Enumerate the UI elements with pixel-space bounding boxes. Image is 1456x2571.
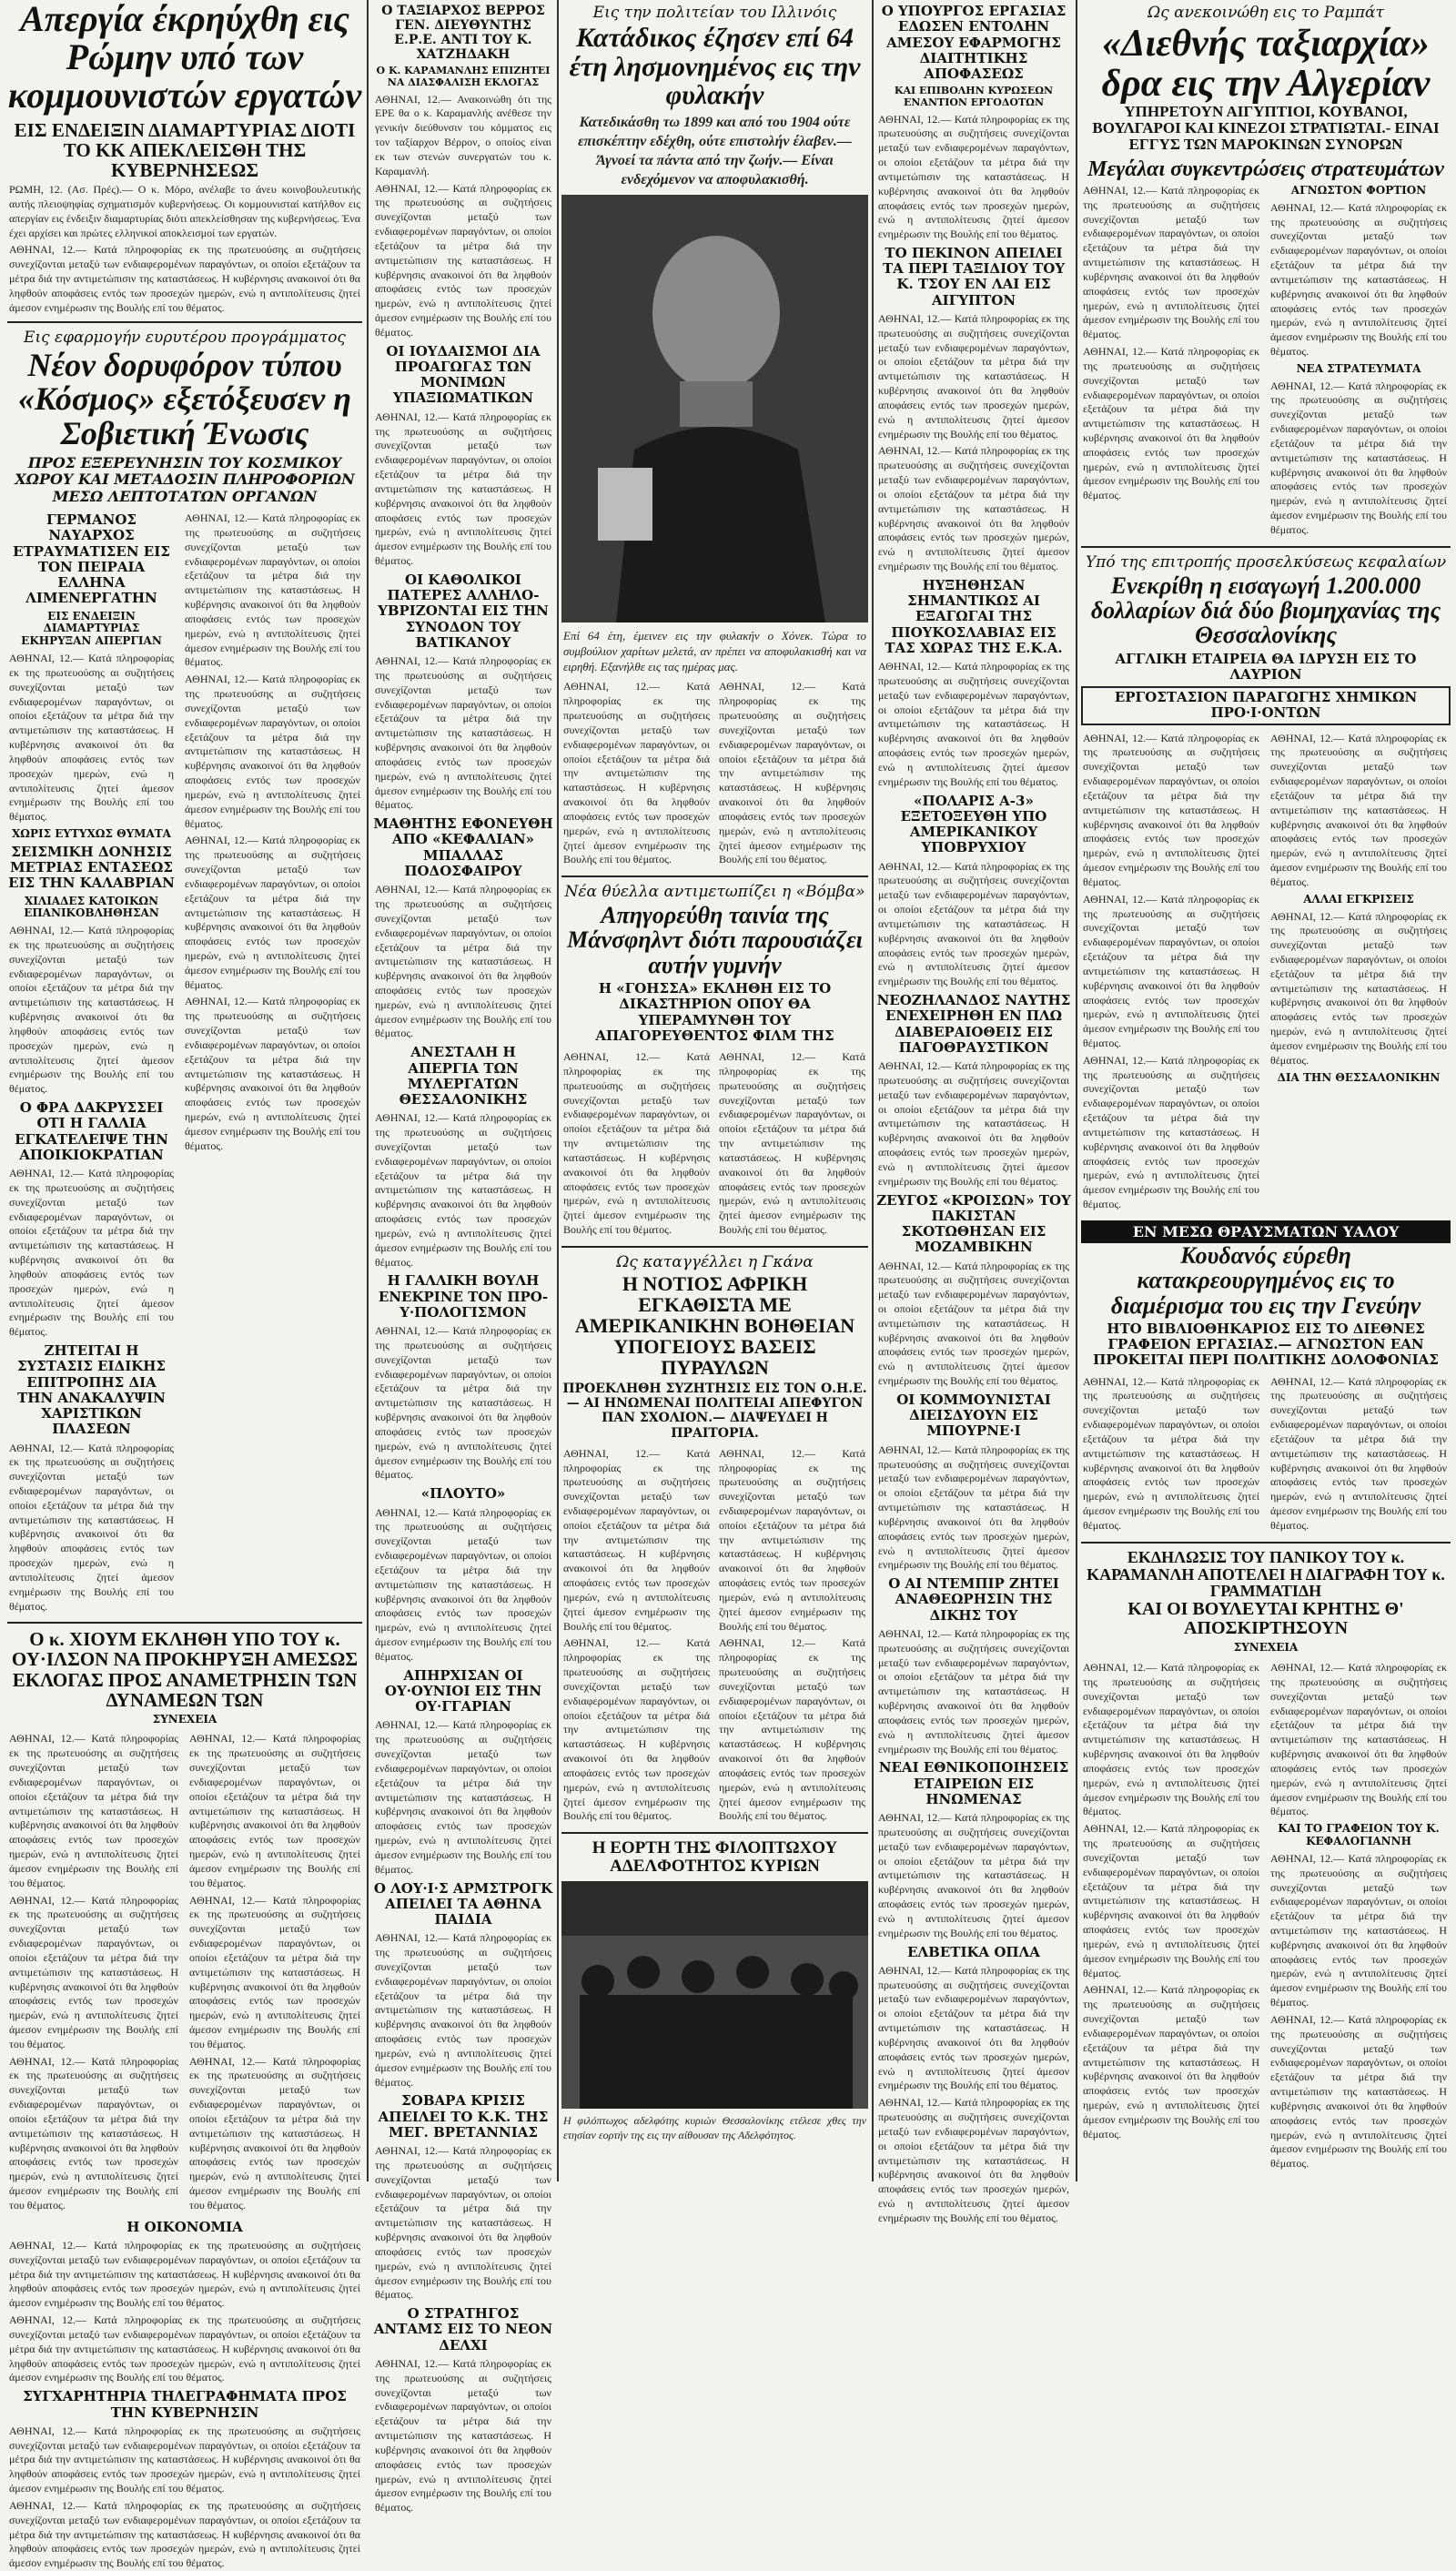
cargo-headline: ΑΓΝΩΣΤΟΝ ΦΟΡΤΙΟΝ <box>1290 183 1427 197</box>
panic-continued: ΣΥΝΕΧΕΙΑ <box>1233 1641 1299 1655</box>
rome-strike-subhead: ΕΙΣ ΕΝΔΕΙΞΙΝ ΔΙΑΜΑΡΤΥΡΙΑΣ ΔΙΟΤΙ ΤΟ ΚΚ ΑΠΕΚΛΕΙΣΘΗ ΤΗΣ ΚΥΒΕΡΝΗΣΕΩΣ <box>14 119 356 182</box>
prisoner-caption: Επί 64 έτη, έμεινεν εις την φυλακήν ο Χόνεκ. Τώρα το συμβούλιον χαρίτων μελετά, αν πρέπει να αποφυλακισθή και να ειρηθή. Εξανήλθε εις τας ημέρας μας. <box>563 628 866 674</box>
column-3: Εις την πολιτείαν του Ιλλινόις Κατάδικος έζησεν επί 64 έτη λησμονημένος εις την φυλακήν Κατεδικάσθη τω 1899 και από του 1904 ούτε επισκέπτην εδέχθη, ούτε επιστολήν έλαβεν.— Άγνοεί τα πάντα από την ζωήν.— Είναι ενδεχόμενον να αποφυλακισθή. Επί 64 έτη, έμεινεν εις την φυλακήν ο Χόνεκ. Τώρα το συμβούλιον χαρίτων μελετά, αν πρέπει να αποφυλακισθή και να ειρηθή. Εξανήλθε εις τας ημέρας μας. ΑΘΗΝΑΙ, 12.— Κατά πληροφορίας εκ της πρωτευούσης αι συζητήσεις συνεχίζονται μεταξύ των ενδιαφερομένων παραγόντων, οι οποίοι εξετάζουν τα μέτρα διά την αντιμετώπισιν της καταστάσεως. Η κυβέρνησις ανακοινοί ότι θα ληφθούν αποφάσεις εντός των προσεχών ημερών, ενώ η αντιπολίτευσις ζητεί άμεσον ενημέρωσιν της Βουλής επί του θέματος. ΑΘΗΝΑΙ, 12.— Κατά πληροφορίας εκ της πρωτευούσης αι συζητήσεις συνεχίζονται μεταξύ των ενδιαφερομένων παραγόντων, οι οποίοι εξετάζουν τα μέτρα διά την αντιμετώπισιν της καταστάσεως. Η κυβέρνησις ανακοινοί ότι θα ληφθούν αποφάσεις εντός των προσεχών ημερών, ενώ η αντιπολίτευσις ζητεί άμεσον ενημέρωσιν της Βουλής επί του θέματος. Νέα θύελλα αντιμετωπίζει η «Βόμβα» Απηγορεύθη ταινία της Μάνσφηλντ διότι παρουσιάζει αυτήν γυμνήν Η «ΓΟΗΣΣΑ» ΕΚΛΗΘΗ ΕΙΣ ΤΟ ΔΙΚΑΣΤΗΡΙΟΝ ΟΠΟΥ ΘΑ ΥΠΕΡΑΜΥΝΘΗ ΤΟΥ ΑΠΑΓΟΡΕΥΘΕΝΤΟΣ ΦΙΛΜ ΤΗΣ ΑΘΗΝΑΙ, 12.— Κατά πληροφορίας εκ της πρωτευούσης αι συζητήσεις συνεχίζονται μεταξύ των ενδιαφερομένων παραγόντων, οι οποίοι εξετάζουν τα μέτρα διά την αντιμετώπισιν της καταστάσεως. Η κυβέρνησις ανακοινοί ότι θα ληφθούν αποφάσεις εντός των προσεχών ημερών, ενώ η αντιπολίτευσις ζητεί άμεσον ενημέρωσιν της Βουλής επί του θέματος. ΑΘΗΝΑΙ, 12.— Κατά πληροφορίας εκ της πρωτευούσης αι συζητήσεις συνεχίζονται μεταξύ των ενδιαφερομένων παραγόντων, οι οποίοι εξετάζουν τα μέτρα διά την αντιμετώπισιν της καταστάσεως. Η κυβέρνησις ανακοινοί ότι θα ληφθούν αποφάσεις εντός των προσεχών ημερών, ενώ η αντιπολίτευσις ζητεί άμεσον ενημέρωσιν της Βουλής επί του θέματος. Ως καταγγέλλει η Γκάνα Η ΝΟΤΙΟΣ ΑΦΡΙΚΗ ΕΓΚΑΘΙΣΤΑ ΜΕ ΑΜΕΡΙΚΑΝΙΚΗΝ ΒΟΗΘΕΙΑΝ ΥΠΟΓΕΙΟΥΣ ΒΑΣΕΙΣ ΠΥΡΑΥΛΩΝ ΠΡΟΕΚΛΗΘΗ ΣΥΖΗΤΗΣΙΣ ΕΙΣ ΤΟΝ Ο.Η.Ε.— ΑΙ ΗΝΩΜΕΝΑΙ ΠΟΛΙΤΕΙΑΙ ΑΠΕΦΥΓΟΝ ΠΑΝ ΣΧΟΛΙΟΝ.— ΔΙΑΨΕΥΔΕΙ Η ΠΡΑΙΤΟΡΙΑ. ΑΘΗΝΑΙ, 12.— Κατά πληροφορίας εκ της πρωτευούσης αι συζητήσεις συνεχίζονται μεταξύ των ενδιαφερομένων παραγόντων, οι οποίοι εξετάζουν τα μέτρα διά την αντιμετώπισιν της καταστάσεως. Η κυβέρνησις ανακοινοί ότι θα ληφθούν αποφάσεις εντός των προσεχών ημερών, ενώ η αντιπολίτευσις ζητεί άμεσον ενημέρωσιν της Βουλής επί του θέματος. ΑΘΗΝΑΙ, 12.— Κατά πληροφορίας εκ της πρωτευούσης αι συζητήσεις συνεχίζονται μεταξύ των ενδιαφερομένων παραγόντων, οι οποίοι εξετάζουν τα μέτρα διά την αντιμετώπισιν της καταστάσεως. Η κυβέρνησις ανακοινοί ότι θα ληφθούν αποφάσεις εντός των προσεχών ημερών, ενώ η αντιπολίτευσις ζητεί άμεσον ενημέρωσιν της Βουλής επί του θέματος. ΑΘΗΝΑΙ, 12.— Κατά πληροφορίας εκ της πρωτευούσης αι συζητήσεις συνεχίζονται μεταξύ των ενδιαφερομένων παραγόντων, οι οποίοι εξετάζουν τα μέτρα διά την αντιμετώπισιν της καταστάσεως. Η κυβέρνησις ανακοινοί ότι θα ληφθούν αποφάσεις εντός των προσεχών ημερών, ενώ η αντιπολίτευσις ζητεί άμεσον ενημέρωσιν της Βουλής επί του θέματος. ΑΘΗΝΑΙ, 12.— Κατά πληροφορίας εκ της πρωτευούσης αι συζητήσεις συνεχίζονται μεταξύ των ενδιαφερομένων παραγόντων, οι οποίοι εξετάζουν τα μέτρα διά την αντιμετώπισιν της καταστάσεως. Η κυβέρνησις ανακοινοί ότι θα ληφθούν αποφάσεις εντός των προσεχών ημερών, ενώ η αντιπολίτευσις ζητεί άμεσον ενημέρωσιν της Βουλής επί του θέματος. Η ΕΟΡΤΗ ΤΗΣ ΦΙΛΟΠΤΩΧΟΥ ΑΔΕΛΦΟΤΗΤΟΣ ΚΥΡΙΩΝ Η φιλόπτωχος αδελφότης κυριών Θεσσαλονίκης ετέλεσε χθες την ετησίαν εορτήν της εις την αίθουσαν της Αδελφότητος. <box>562 4 867 2141</box>
mansfield-kicker: Νέα θύελλα αντιμετωπίζει η «Βόμβα» <box>564 883 865 902</box>
mansfield-headline: Απηγορεύθη ταινία της Μάνσφηλντ διότι παρουσιάζει αυτήν γυμνήν <box>567 902 863 978</box>
verros-subhead: Ο Κ. ΚΑΡΑΜΑΝΛΗΣ ΕΠΙΖΗΤΕΙ ΝΑ ΔΙΑΣΦΑΛΙΣΗ ΕΚΛΟΓΑΣ <box>376 65 551 89</box>
other-approvals-headline: ΑΛΛΑΙ ΕΓΚΡΙΣΕΙΣ <box>1303 892 1414 906</box>
swiss-arms-headline: ΕΛΒΕΤΙΚΑ ΟΠΛΑ <box>907 1943 1040 1960</box>
hume-headline: Ο κ. ΧΙΟΥΜ ΕΚΛΗΘΗ ΥΠΟ ΤΟΥ κ. ΟΥ·ΙΛΣΟΝ ΝΑ ΠΡΟΚΗΡΥΞΗ ΑΜΕΣΩΣ ΕΚΛΟΓΑΣ ΠΡΟΣ ΑΝΑΜΕΤΡΗΣΙΝ ΤΩΝ ΔΥΝΑΜΕΩΝ ΤΩΝ <box>11 1628 359 1711</box>
filler-text: ΑΘΗΝΑΙ, 12.— Κατά πληροφορίας εκ της πρωτευούσης αι συζητήσεις συνεχίζονται μεταξύ των ενδιαφερομένων παραγόντων, οι οποίοι εξετάζουν τα μέτρα διά την αντιμετώπισιν της καταστάσεως. Η κυβέρνησις ανακοινοί ότι θα ληφθούν αποφάσεις εντός των προσεχών ημερών, ενώ η αντιπολίτευσις ζητεί άμεσον ενημέρωσιν της Βουλής επί του θέματος. <box>9 243 360 314</box>
geneva-subhead: ΗΤΟ ΒΙΒΛΙΟΘΗΚΑΡΙΟΣ ΕΙΣ ΤΟ ΔΙΕΘΝΕΣ ΓΡΑΦΕΙΟΝ ΕΡΓΑΣΙΑΣ.— ΑΓΝΩΣΤΟΝ ΕΑΝ ΠΡΟΚΕΙΤΑΙ ΠΕΡΙ ΠΟΛΙΤΙΚΗΣ ΔΟΛΟΦΟΝΙΑΣ <box>1093 1320 1439 1369</box>
hume-continued: ΣΥΝΕΧΕΙΑ <box>152 1712 217 1726</box>
sa-kicker: Ως καταγγέλλει η Γκάνα <box>616 1252 814 1271</box>
german-admiral-subhead: ΕΙΣ ΕΝΔΕΙΞΙΝ ΔΙΑΜΑΡΤΥΡΙΑΣ ΕΚΗΡΥΞΑΝ ΑΠΕΡΓΙΑΝ <box>21 609 162 648</box>
labor-minister-subhead: ΚΑΙ ΕΠΙΒΟΛΗΝ ΚΥΡΩΣΕΩΝ ΕΝΑΝΤΙΟΝ ΕΡΓΟΔΟΤΩΝ <box>894 85 1054 108</box>
brigade-headline: «Διεθνής ταξιαρχία» δρα εις την Αλγερίαν <box>1101 23 1431 106</box>
german-admiral-headline: ΓΕΡΜΑΝΟΣ ΝΑΥΑΡΧΟΣ ΕΤΡΑΥΜΑΤΙΣΕΝ ΕΙΣ ΤΟΝ ΠΕΙΡΑΙΑ ΕΛΛΗΝΑ ΛΙΜΕΝΕΡΓΑΤΗΝ <box>13 511 170 607</box>
brigade-subhead: ΥΠΗΡΕΤΟΥΝ ΑΙΓΥΠΤΙΟΙ, ΚΟΥΒΑΝΟΙ, ΒΟΥΛΓΑΡΟΙ ΚΑΙ ΚΙΝΕΖΟΙ ΣΤΡΑΤΙΩΤΑΙ.- ΕΙΝΑΙ ΕΓΓΥΣ ΤΩΝ ΜΑΡΟΚΙΝΩΝ ΣΥΝΟΡΩΝ <box>1092 103 1440 153</box>
crisis-headline: ΣΟΒΑΡΑ ΚΡΙΣΙΣ ΑΠΕΙΛΕΙ ΤΟ Κ.Κ. ΤΗΣ ΜΕΓ. ΒΡΕΤΑΝΝΙΑΣ <box>378 2092 549 2141</box>
student-headline: ΜΑΘΗΤΗΣ ΕΦΟΝΕΥΘΗ ΑΠΟ «ΚΕΦΑΛΙΑΝ» ΜΠΑΛΛΑΣ ΠΟΔΟΣΦΑΙΡΟΥ <box>373 815 553 879</box>
capital-headline: Ενεκρίθη η εισαγωγή 1.200.000 δολλαρίων διά δύο βιομηχανίας της Θεσσαλονίκης <box>1090 572 1441 649</box>
new-troops-headline: ΝΕΑ ΣΤΡΑΤΕΥΜΑΤΑ <box>1296 361 1421 375</box>
hungary-headline: ΑΠΗΡΧΙΣΑΝ ΟΙ ΟΥ·ΟΥΝΙΟΙ ΕΙΣ ΤΗΝ ΟΥ·ΓΓΑΡΙΑΝ <box>384 1666 542 1716</box>
frantz-headline: Ο ΦΡΑ ΔΑΚΡΥΣΣΕΙ ΟΤΙ Η ΓΑΛΛΙΑ ΕΓΚΑΤΕΛΕΙΨΕ ΤΗΝ ΑΠΟΙΚΙΟΚΡΑΤΙΑΝ <box>15 1099 168 1163</box>
column-4: Ο ΥΠΟΥΡΓΟΣ ΕΡΓΑΣΙΑΣ ΕΔΩΣΕΝ ΕΝΤΟΛΗΝ ΑΜΕΣΟΥ ΕΦΑΡΜΟΓΗΣ ΔΙΑΙΤΗΤΙΚΗΣ ΑΠΟΦΑΣΕΩΣ ΚΑΙ ΕΠΙΒΟΛΗΝ ΚΥΡΩΣΕΩΝ ΕΝΑΝΤΙΟΝ ΕΡΓΟΔΟΤΩΝ ΑΘΗΝΑΙ, 12.— Κατά πληροφορίας εκ της πρωτευούσης αι συζητήσεις συνεχίζονται μεταξύ των ενδιαφερομένων παραγόντων, οι οποίοι εξετάζουν τα μέτρα διά την αντιμετώπισιν της καταστάσεως. Η κυβέρνησις ανακοινοί ότι θα ληφθούν αποφάσεις εντός των προσεχών ημερών, ενώ η αντιπολίτευσις ζητεί άμεσον ενημέρωσιν της Βουλής επί του θέματος. ΤΟ ΠΕΚΙΝΟΝ ΑΠΕΙΛΕΙ ΤΑ ΠΕΡΙ ΤΑΞΙΔΙΟΥ ΤΟΥ Κ. ΤΣΟΥ ΕΝ ΛΑΙ ΕΙΣ ΑΙΓΥΠΤΟΝ ΑΘΗΝΑΙ, 12.— Κατά πληροφορίας εκ της πρωτευούσης αι συζητήσεις συνεχίζονται μεταξύ των ενδιαφερομένων παραγόντων, οι οποίοι εξετάζουν τα μέτρα διά την αντιμετώπισιν της καταστάσεως. Η κυβέρνησις ανακοινοί ότι θα ληφθούν αποφάσεις εντός των προσεχών ημερών, ενώ η αντιπολίτευσις ζητεί άμεσον ενημέρωσιν της Βουλής επί του θέματος. ΑΘΗΝΑΙ, 12.— Κατά πληροφορίας εκ της πρωτευούσης αι συζητήσεις συνεχίζονται μεταξύ των ενδιαφερομένων παραγόντων, οι οποίοι εξετάζουν τα μέτρα διά την αντιμετώπισιν της καταστάσεως. Η κυβέρνησις ανακοινοί ότι θα ληφθούν αποφάσεις εντός των προσεχών ημερών, ενώ η αντιπολίτευσις ζητεί άμεσον ενημέρωσιν της Βουλής επί του θέματος. ΗΥΞΗΘΗΣΑΝ ΣΗΜΑΝΤΙΚΩΣ ΑΙ ΕΞΑΓΩΓΑΙ ΤΗΣ ΠΙΟΥΚΟΣΛΑΒΙΑΣ ΕΙΣ ΤΑΣ ΧΩΡΑΣ ΤΗΣ Ε.Κ.Α. ΑΘΗΝΑΙ, 12.— Κατά πληροφορίας εκ της πρωτευούσης αι συζητήσεις συνεχίζονται μεταξύ των ενδιαφερομένων παραγόντων, οι οποίοι εξετάζουν τα μέτρα διά την αντιμετώπισιν της καταστάσεως. Η κυβέρνησις ανακοινοί ότι θα ληφθούν αποφάσεις εντός των προσεχών ημερών, ενώ η αντιπολίτευσις ζητεί άμεσον ενημέρωσιν της Βουλής επί του θέματος. «ΠΟΛΑΡΙΣ Α-3» ΕΞΕΤΟΞΕΥΘΗ ΥΠΟ ΑΜΕΡΙΚΑΝΙΚΟΥ ΥΠΟΒΡΥΧΙΟΥ ΑΘΗΝΑΙ, 12.— Κατά πληροφορίας εκ της πρωτευούσης αι συζητήσεις συνεχίζονται μεταξύ των ενδιαφερομένων παραγόντων, οι οποίοι εξετάζουν τα μέτρα διά την αντιμετώπισιν της καταστάσεως. Η κυβέρνησις ανακοινοί ότι θα ληφθούν αποφάσεις εντός των προσεχών ημερών, ενώ η αντιπολίτευσις ζητεί άμεσον ενημέρωσιν της Βουλής επί του θέματος. ΝΕΟΖΗΛΑΝΔΟΣ ΝΑΥΤΗΣ ΕΝΕΧΕΙΡΗΘΗ ΕΝ ΠΛΩ ΔΙΑΒΕΡΑΙΟΘΕΙΣ ΕΙΣ ΠΑΓΟΘΡΑΥΣΤΙΚΟΝ ΑΘΗΝΑΙ, 12.— Κατά πληροφορίας εκ της πρωτευούσης αι συζητήσεις συνεχίζονται μεταξύ των ενδιαφερομένων παραγόντων, οι οποίοι εξετάζουν τα μέτρα διά την αντιμετώπισιν της καταστάσεως. Η κυβέρνησις ανακοινοί ότι θα ληφθούν αποφάσεις εντός των προσεχών ημερών, ενώ η αντιπολίτευσις ζητεί άμεσον ενημέρωσιν της Βουλής επί του θέματος. ΖΕΥΓΟΣ «ΚΡΟΙΣΩΝ» ΤΟΥ ΠΑΚΙΣΤΑΝ ΣΚΟΤΩΘΗΣΑΝ ΕΙΣ ΜΟΖΑΜΒΙΚΗΝ ΑΘΗΝΑΙ, 12.— Κατά πληροφορίας εκ της πρωτευούσης αι συζητήσεις συνεχίζονται μεταξύ των ενδιαφερομένων παραγόντων, οι οποίοι εξετάζουν τα μέτρα διά την αντιμετώπισιν της καταστάσεως. Η κυβέρνησις ανακοινοί ότι θα ληφθούν αποφάσεις εντός των προσεχών ημερών, ενώ η αντιπολίτευσις ζητεί άμεσον ενημέρωσιν της Βουλής επί του θέματος. ΟΙ ΚΟΜΜΟΥΝΙΣΤΑΙ ΔΙΕΙΣΔΥΟΥΝ ΕΙΣ ΜΠΟΥΡΝΕ·Ι ΑΘΗΝΑΙ, 12.— Κατά πληροφορίας εκ της πρωτευούσης αι συζητήσεις συνεχίζονται μεταξύ των ενδιαφερομένων παραγόντων, οι οποίοι εξετάζουν τα μέτρα διά την αντιμετώπισιν της καταστάσεως. Η κυβέρνησις ανακοινοί ότι θα ληφθούν αποφάσεις εντός των προσεχών ημερών, ενώ η αντιπολίτευσις ζητεί άμεσον ενημέρωσιν της Βουλής επί του θέματος. Ο ΑΙ ΝΤΕΜΠΙΡ ΖΗΤΕΙ ΑΝΑΘΕΩΡΗΣΙΝ ΤΗΣ ΔΙΚΗΣ ΤΟΥ ΑΘΗΝΑΙ, 12.— Κατά πληροφορίας εκ της πρωτευούσης αι συζητήσεις συνεχίζονται μεταξύ των ενδιαφερομένων παραγόντων, οι οποίοι εξετάζουν τα μέτρα διά την αντιμετώπισιν της καταστάσεως. Η κυβέρνησις ανακοινοί ότι θα ληφθούν αποφάσεις εντός των προσεχών ημερών, ενώ η αντιπολίτευσις ζητεί άμεσον ενημέρωσιν της Βουλής επί του θέματος. ΝΕΑΙ ΕΘΝΙΚΟΠΟΙΗΣΕΙΣ ΕΤΑΙΡΕΙΩΝ ΕΙΣ ΗΝΩΜΕΝΑΣ ΑΘΗΝΑΙ, 12.— Κατά πληροφορίας εκ της πρωτευούσης αι συζητήσεις συνεχίζονται μεταξύ των ενδιαφερομένων παραγόντων, οι οποίοι εξετάζουν τα μέτρα διά την αντιμετώπισιν της καταστάσεως. Η κυβέρνησις ανακοινοί ότι θα ληφθούν αποφάσεις εντός των προσεχών ημερών, ενώ η αντιπολίτευσις ζητεί άμεσον ενημέρωσιν της Βουλής επί του θέματος. ΕΛΒΕΤΙΚΑ ΟΠΛΑ ΑΘΗΝΑΙ, 12.— Κατά πληροφορίας εκ της πρωτευούσης αι συζητήσεις συνεχίζονται μεταξύ των ενδιαφερομένων παραγόντων, οι οποίοι εξετάζουν τα μέτρα διά την αντιμετώπισιν της καταστάσεως. Η κυβέρνησις ανακοινοί ότι θα ληφθούν αποφάσεις εντός των προσεχών ημερών, ενώ η αντιπολίτευσις ζητεί άμεσον ενημέρωσιν της Βουλής επί του θέματος. ΑΘΗΝΑΙ, 12.— Κατά πληροφορίας εκ της πρωτευούσης αι συζητήσεις συνεχίζονται μεταξύ των ενδιαφερομένων παραγόντων, οι οποίοι εξετάζουν τα μέτρα διά την αντιμετώπισιν της καταστάσεως. Η κυβέρνησις ανακοινοί ότι θα ληφθούν αποφάσεις εντός των προσεχών ημερών, ενώ η αντιπολίτευσις ζητεί άμεσον ενημέρωσιν της Βουλής επί του θέματος. <box>876 3 1071 2224</box>
prisoner-kicker: Εις την πολιτείαν του Ιλλινόις <box>592 4 837 22</box>
rome-strike-headline: Απεργία έκρηύχθη εις Ρώμην υπό των κομμουνιστών εργατών <box>7 0 362 116</box>
satellite-subhead: ΠΡΟΣ ΕΞΕΡΕΥΝΗΣΙΝ ΤΟΥ ΚΟΣΜΙΚΟΥ ΧΩΡΟΥ ΚΑΙ ΜΕΤΑΔΟΣΙΝ ΠΛΗΡΟΦΟΡΙΩΝ ΜΕΣΩ ΛΕΠΤΟΤΑΤΩΝ ΟΡΓΑΝΩΝ <box>15 453 355 505</box>
panic-subhead: ΚΑΙ ΟΙ ΒΟΥΛΕΥΤΑΙ ΚΡΗΤΗΣ Θ' ΑΠΟΣΚΙΡΤΗΣΟΥΝ <box>1127 1599 1404 1639</box>
adams-headline: Ο ΣΤΡΑΤΗΓΟΣ ΑΝΤΑΜΣ ΕΙΣ ΤΟ ΝΕΟΝ ΔΕΛΧΙ <box>373 2305 553 2353</box>
capital-kicker: Υπό της επιτροπής προσελκύσεως κεφαλαίων <box>1085 552 1447 572</box>
column-1: Απεργία έκρηύχθη εις Ρώμην υπό των κομμουνιστών εργατών ΕΙΣ ΕΝΔΕΙΞΙΝ ΔΙΑΜΑΡΤΥΡΙΑΣ ΔΙΟΤΙ ΤΟ ΚΚ ΑΠΕΚΛΕΙΣΘΗ ΤΗΣ ΚΥΒΕΡΝΗΣΕΩΣ ΡΩΜΗ, 12. (Ασ. Πρές).— Ο κ. Μόρο, ανέλαβε το άνευ κοινοβουλευτικής αυτής πλειοψηφίας σχηματισμόν κυβερνήσεως. Οι κομμουνισταί κατήλθον εις απεργίαν εις ένδειξιν διαμαρτυρίας διότι απεκλείσθησαν της κυβερνήσεως. Ένα έχει αρχίσει και πρώτες ελληνικοί αποκλεισμοί των εργατών. ΑΘΗΝΑΙ, 12.— Κατά πληροφορίας εκ της πρωτευούσης αι συζητήσεις συνεχίζονται μεταξύ των ενδιαφερομένων παραγόντων, οι οποίοι εξετάζουν τα μέτρα διά την αντιμετώπισιν της καταστάσεως. Η κυβέρνησις ανακοινοί ότι θα ληφθούν αποφάσεις εντός των προσεχών ημερών, ενώ η αντιπολίτευσις ζητεί άμεσον ενημέρωσιν της Βουλής επί του θέματος. Εις εφαρμογήν ευρυτέρου προγράμματος Νέον δορυφόρον τύπου «Κόσμος» εξετόξευσεν η Σοβιετική Ένωσις ΠΡΟΣ ΕΞΕΡΕΥΝΗΣΙΝ ΤΟΥ ΚΟΣΜΙΚΟΥ ΧΩΡΟΥ ΚΑΙ ΜΕΤΑΔΟΣΙΝ ΠΛΗΡΟΦΟΡΙΩΝ ΜΕΣΩ ΛΕΠΤΟΤΑΤΩΝ ΟΡΓΑΝΩΝ ΓΕΡΜΑΝΟΣ ΝΑΥΑΡΧΟΣ ΕΤΡΑΥΜΑΤΙΣΕΝ ΕΙΣ ΤΟΝ ΠΕΙΡΑΙΑ ΕΛΛΗΝΑ ΛΙΜΕΝΕΡΓΑΤΗΝ ΕΙΣ ΕΝΔΕΙΞΙΝ ΔΙΑΜΑΡΤΥΡΙΑΣ ΕΚΗΡΥΞΑΝ ΑΠΕΡΓΙΑΝ ΑΘΗΝΑΙ, 12.— Κατά πληροφορίας εκ της πρωτευούσης αι συζητήσεις συνεχίζονται μεταξύ των ενδιαφερομένων παραγόντων, οι οποίοι εξετάζουν τα μέτρα διά την αντιμετώπισιν της καταστάσεως. Η κυβέρνησις ανακοινοί ότι θα ληφθούν αποφάσεις εντός των προσεχών ημερών, ενώ η αντιπολίτευσις ζητεί άμεσον ενημέρωσιν της Βουλής επί του θέματος. ΧΩΡΙΣ ΕΥΤΥΧΩΣ ΘΥΜΑΤΑ ΣΕΙΣΜΙΚΗ ΔΟΝΗΣΙΣ ΜΕΤΡΙΑΣ ΕΝΤΑΣΕΩΣ ΕΙΣ ΤΗΝ ΚΑΛΑΒΡΙΑΝ ΧΙΛΙΑΔΕΣ ΚΑΤΟΙΚΩΝ ΕΠΑΝΙΚΟΒΛΗΘΗΣΑΝ ΑΘΗΝΑΙ, 12.— Κατά πληροφορίας εκ της πρωτευούσης αι συζητήσεις συνεχίζονται μεταξύ των ενδιαφερομένων παραγόντων, οι οποίοι εξετάζουν τα μέτρα διά την αντιμετώπισιν της καταστάσεως. Η κυβέρνησις ανακοινοί ότι θα ληφθούν αποφάσεις εντός των προσεχών ημερών, ενώ η αντιπολίτευσις ζητεί άμεσον ενημέρωσιν της Βουλής επί του θέματος. Ο ΦΡΑ ΔΑΚΡΥΣΣΕΙ ΟΤΙ Η ΓΑΛΛΙΑ ΕΓΚΑΤΕΛΕΙΨΕ ΤΗΝ ΑΠΟΙΚΙΟΚΡΑΤΙΑΝ ΑΘΗΝΑΙ, 12.— Κατά πληροφορίας εκ της πρωτευούσης αι συζητήσεις συνεχίζονται μεταξύ των ενδιαφερομένων παραγόντων, οι οποίοι εξετάζουν τα μέτρα διά την αντιμετώπισιν της καταστάσεως. Η κυβέρνησις ανακοινοί ότι θα ληφθούν αποφάσεις εντός των προσεχών ημερών, ενώ η αντιπολίτευσις ζητεί άμεσον ενημέρωσιν της Βουλής επί του θέματος. ΖΗΤΕΙΤΑΙ Η ΣΥΣΤΑΣΙΣ ΕΙΔΙΚΗΣ ΕΠΙΤΡΟΠΗΣ ΔΙΑ ΤΗΝ ΑΝΑΚΑΛΥΨΙΝ ΧΑΡΙΣΤΙΚΩΝ ΠΛΑΣΕΩΝ ΑΘΗΝΑΙ, 12.— Κατά πληροφορίας εκ της πρωτευούσης αι συζητήσεις συνεχίζονται μεταξύ των ενδιαφερομένων παραγόντων, οι οποίοι εξετάζουν τα μέτρα διά την αντιμετώπισιν της καταστάσεως. Η κυβέρνησις ανακοινοί ότι θα ληφθούν αποφάσεις εντός των προσεχών ημερών, ενώ η αντιπολίτευσις ζητεί άμεσον ενημέρωσιν της Βουλής επί του θέματος. ΑΘΗΝΑΙ, 12.— Κατά πληροφορίας εκ της πρωτευούσης αι συζητήσεις συνεχίζονται μεταξύ των ενδιαφερομένων παραγόντων, οι οποίοι εξετάζουν τα μέτρα διά την αντιμετώπισιν της καταστάσεως. Η κυβέρνησις ανακοινοί ότι θα ληφθούν αποφάσεις εντός των προσεχών ημερών, ενώ η αντιπολίτευσις ζητεί άμεσον ενημέρωσιν της Βουλής επί του θέματος. ΑΘΗΝΑΙ, 12.— Κατά πληροφορίας εκ της πρωτευούσης αι συζητήσεις συνεχίζονται μεταξύ των ενδιαφερομένων παραγόντων, οι οποίοι εξετάζουν τα μέτρα διά την αντιμετώπισιν της καταστάσεως. Η κυβέρνησις ανακοινοί ότι θα ληφθούν αποφάσεις εντός των προσεχών ημερών, ενώ η αντιπολίτευσις ζητεί άμεσον ενημέρωσιν της Βουλής επί του θέματος. ΑΘΗΝΑΙ, 12.— Κατά πληροφορίας εκ της πρωτευούσης αι συζητήσεις συνεχίζονται μεταξύ των ενδιαφερομένων παραγόντων, οι οποίοι εξετάζουν τα μέτρα διά την αντιμετώπισιν της καταστάσεως. Η κυβέρνησις ανακοινοί ότι θα ληφθούν αποφάσεις εντός των προσεχών ημερών, ενώ η αντιπολίτευσις ζητεί άμεσον ενημέρωσιν της Βουλής επί του θέματος. ΑΘΗΝΑΙ, 12.— Κατά πληροφορίας εκ της πρωτευούσης αι συζητήσεις συνεχίζονται μεταξύ των ενδιαφερομένων παραγόντων, οι οποίοι εξετάζουν τα μέτρα διά την αντιμετώπισιν της καταστάσεως. Η κυβέρνησις ανακοινοί ότι θα ληφθούν αποφάσεις εντός των προσεχών ημερών, ενώ η αντιπολίτευσις ζητεί άμεσον ενημέρωσιν της Βουλής επί του θέματος. Ο κ. ΧΙΟΥΜ ΕΚΛΗΘΗ ΥΠΟ ΤΟΥ κ. ΟΥ·ΙΛΣΟΝ ΝΑ ΠΡΟΚΗΡΥΞΗ ΑΜΕΣΩΣ ΕΚΛΟΓΑΣ ΠΡΟΣ ΑΝΑΜΕΤΡΗΣΙΝ ΤΩΝ ΔΥΝΑΜΕΩΝ ΤΩΝ ΣΥΝΕΧΕΙΑ ΑΘΗΝΑΙ, 12.— Κατά πληροφορίας εκ της πρωτευούσης αι συζητήσεις συνεχίζονται μεταξύ των ενδιαφερομένων παραγόντων, οι οποίοι εξετάζουν τα μέτρα διά την αντιμετώπισιν της καταστάσεως. Η κυβέρνησις ανακοινοί ότι θα ληφθούν αποφάσεις εντός των προσεχών ημερών, ενώ η αντιπολίτευσις ζητεί άμεσον ενημέρωσιν της Βουλής επί του θέματος. ΑΘΗΝΑΙ, 12.— Κατά πληροφορίας εκ της πρωτευούσης αι συζητήσεις συνεχίζονται μεταξύ των ενδιαφερομένων παραγόντων, οι οποίοι εξετάζουν τα μέτρα διά την αντιμετώπισιν της καταστάσεως. Η κυβέρνησις ανακοινοί ότι θα ληφθούν αποφάσεις εντός των προσεχών ημερών, ενώ η αντιπολίτευσις ζητεί άμεσον ενημέρωσιν της Βουλής επί του θέματος. ΑΘΗΝΑΙ, 12.— Κατά πληροφορίας εκ της πρωτευούσης αι συζητήσεις συνεχίζονται μεταξύ των ενδιαφερομένων παραγόντων, οι οποίοι εξετάζουν τα μέτρα διά την αντιμετώπισιν της καταστάσεως. Η κυβέρνησις ανακοινοί ότι θα ληφθούν αποφάσεις εντός των προσεχών ημερών, ενώ η αντιπολίτευσις ζητεί άμεσον ενημέρωσιν της Βουλής επί του θέματος. ΑΘΗΝΑΙ, 12.— Κατά πληροφορίας εκ της πρωτευούσης αι συζητήσεις συνεχίζονται μεταξύ των ενδιαφερομένων παραγόντων, οι οποίοι εξετάζουν τα μέτρα διά την αντιμετώπισιν της καταστάσεως. Η κυβέρνησις ανακοινοί ότι θα ληφθούν αποφάσεις εντός των προσεχών ημερών, ενώ η αντιπολίτευσις ζητεί άμεσον ενημέρωσιν της Βουλής επί του θέματος. ΑΘΗΝΑΙ, 12.— Κατά πληροφορίας εκ της πρωτευούσης αι συζητήσεις συνεχίζονται μεταξύ των ενδιαφερομένων παραγόντων, οι οποίοι εξετάζουν τα μέτρα διά την αντιμετώπισιν της καταστάσεως. Η κυβέρνησις ανακοινοί ότι θα ληφθούν αποφάσεις εντός των προσεχών ημερών, ενώ η αντιπολίτευσις ζητεί άμεσον ενημέρωσιν της Βουλής επί του θέματος. ΑΘΗΝΑΙ, 12.— Κατά πληροφορίας εκ της πρωτευούσης αι συζητήσεις συνεχίζονται μεταξύ των ενδιαφερομένων παραγόντων, οι οποίοι εξετάζουν τα μέτρα διά την αντιμετώπισιν της καταστάσεως. Η κυβέρνησις ανακοινοί ότι θα ληφθούν αποφάσεις εντός των προσεχών ημερών, ενώ η αντιπολίτευσις ζητεί άμεσον ενημέρωσιν της Βουλής επί του θέματος. Η ΟΙΚΟΝΟΜΙΑ ΑΘΗΝΑΙ, 12.— Κατά πληροφορίας εκ της πρωτευούσης αι συζητήσεις συνεχίζονται μεταξύ των ενδιαφερομένων παραγόντων, οι οποίοι εξετάζουν τα μέτρα διά την αντιμετώπισιν της καταστάσεως. Η κυβέρνησις ανακοινοί ότι θα ληφθούν αποφάσεις εντός των προσεχών ημερών, ενώ η αντιπολίτευσις ζητεί άμεσον ενημέρωσιν της Βουλής επί του θέματος. ΑΘΗΝΑΙ, 12.— Κατά πληροφορίας εκ της πρωτευούσης αι συζητήσεις συνεχίζονται μεταξύ των ενδιαφερομένων παραγόντων, οι οποίοι εξετάζουν τα μέτρα διά την αντιμετώπισιν της καταστάσεως. Η κυβέρνησις ανακοινοί ότι θα ληφθούν αποφάσεις εντός των προσεχών ημερών, ενώ η αντιπολίτευσις ζητεί άμεσον ενημέρωσιν της Βουλής επί του θέματος. ΣΥΓΧΑΡΗΤΗΡΙΑ ΤΗΛΕΓΡΑΦΗΜΑΤΑ ΠΡΟΣ ΤΗΝ ΚΥΒΕΡΝΗΣΙΝ ΑΘΗΝΑΙ, 12.— Κατά πληροφορίας εκ της πρωτευούσης αι συζητήσεις συνεχίζονται μεταξύ των ενδιαφερομένων παραγόντων, οι οποίοι εξετάζουν τα μέτρα διά την αντιμετώπισιν της καταστάσεως. Η κυβέρνησις ανακοινοί ότι θα ληφθούν αποφάσεις εντός των προσεχών ημερών, ενώ η αντιπολίτευσις ζητεί άμεσον ενημέρωσιν της Βουλής επί του θέματος. ΑΘΗΝΑΙ, 12.— Κατά πληροφορίας εκ της πρωτευούσης αι συζητήσεις συνεχίζονται μεταξύ των ενδιαφερομένων παραγόντων, οι οποίοι εξετάζουν τα μέτρα διά την αντιμετώπισιν της καταστάσεως. Η κυβέρνησις ανακοινοί ότι θα ληφθούν αποφάσεις εντός των προσεχών ημερών, ενώ η αντιπολίτευσις ζητεί άμεσον ενημέρωσιν της Βουλής επί του θέματος. <box>7 0 362 2570</box>
mill-headline: ΑΝΕΣΤΑΛΗ Η ΑΠΕΡΓΙΑ ΤΩΝ ΜΥΛΕΡΓΑΤΩΝ ΘΕΣΣΑΛΟΝΙΚΗΣ <box>399 1044 528 1108</box>
brigade-kicker: Ως ανεκοινώθη εις το Ραμπάτ <box>1148 4 1384 22</box>
glass-band: ΕΝ ΜΕΣΩ ΘΡΑΥΣΜΑΤΩΝ ΥΑΛΟΥ <box>1081 1220 1451 1243</box>
sa-headline: Η ΝΟΤΙΟΣ ΑΦΡΙΚΗ ΕΓΚΑΘΙΣΤΑ ΜΕ ΑΜΕΡΙΚΑΝΙΚΗΝ ΒΟΗΘΕΙΑΝ ΥΠΟΓΕΙΟΥΣ ΒΑΣΕΙΣ ΠΥΡΑΥΛΩΝ <box>574 1271 855 1380</box>
satellite-headline: Νέον δορυφόρον τύπου «Κόσμος» εξετόξευσεν η Σοβιετική Ένωσις <box>17 346 352 452</box>
feast-caption: Η φιλόπτωχος αδελφότης κυριών Θεσσαλονίκης ετέλεσε χθες την ετησίαν εορτήν της εις την αίθουσαν της Αδελφότητος. <box>563 2114 866 2141</box>
pluto-headline: «ΠΛΟΥΤΟ» <box>420 1485 506 1503</box>
mansfield-subhead: Η «ΓΟΗΣΣΑ» ΕΚΛΗΘΗ ΕΙΣ ΤΟ ΔΙΚΑΣΤΗΡΙΟΝ ΟΠΟΥ ΘΑ ΥΠΕΡΑΜΥΝΘΗ ΤΟΥ ΑΠΑΓΟΡΕΥΘΕΝΤΟΣ ΦΙΛΜ ΤΗΣ <box>595 980 834 1044</box>
feast-headline: Η ΕΟΡΤΗ ΤΗΣ ΦΙΛΟΠΤΩΧΟΥ ΑΔΕΛΦΟΤΗΤΟΣ ΚΥΡΙΩΝ <box>592 1838 838 1877</box>
exports-headline: ΗΥΞΗΘΗΣΑΝ ΣΗΜΑΝΤΙΚΩΣ ΑΙ ΕΞΑΓΩΓΑΙ ΤΗΣ ΠΙΟΥΚΟΣΛΑΒΙΑΣ ΕΙΣ ΤΑΣ ΧΩΡΑΣ ΤΗΣ Ε.Κ.Α. <box>885 576 1063 656</box>
capital-subhead: ΑΓΓΛΙΚΗ ΕΤΑΙΡΕΙΑ ΘΑ ΙΔΡΥΣΗ ΕΙΣ ΤΟ ΛΑΥΡΙΟΝ <box>1115 650 1417 683</box>
prisoner-lede: Κατεδικάσθη τω 1899 και από του 1904 ούτε επισκέπτην εδέχθη, ούτε επιστολήν έλαβεν.— Άγνοεί τα πάντα από την ζωήν.— Είναι ενδεχόμενον να αποφυλακισθή. <box>578 114 852 187</box>
polaris-headline: «ΠΟΛΑΡΙΣ Α-3» ΕΞΕΤΟΞΕΥΘΗ ΥΠΟ ΑΜΕΡΙΚΑΝΙΚΟΥ ΥΠΟΒΡΥΧΙΟΥ <box>900 792 1047 856</box>
peking-headline: ΤΟ ΠΕΚΙΝΟΝ ΑΠΕΙΛΕΙ ΤΑ ΠΕΡΙ ΤΑΞΙΔΙΟΥ ΤΟΥ Κ. ΤΣΟΥ ΕΝ ΛΑΙ ΕΙΣ ΑΙΓΥΠΤΟΝ <box>882 244 1066 309</box>
column-rule <box>1076 0 1077 2181</box>
office-headline: ΚΑΙ ΤΟ ΓΡΑΦΕΙΟΝ ΤΟΥ Κ. ΚΕΦΑΛΟΓΙΑΝΝΗ <box>1278 1822 1440 1848</box>
verros-body: ΑΘΗΝΑΙ, 12.— Ανακοινώθη ότι της ΕΡΕ θα ο κ. Καραμανλής ανέθεσε την γενικήν διεύθυνσιν του κόμματος εις τον ταξίαρχον Βέρρον, ο οποίος είναι εκ των στενών συνεργατών του κ. Καραμανλή. <box>375 92 551 177</box>
retrial-headline: Ο ΑΙ ΝΤΕΜΠΙΡ ΖΗΤΕΙ ΑΝΑΘΕΩΡΗΣΙΝ ΤΗΣ ΔΙΚΗΣ ΤΟΥ <box>888 1575 1059 1624</box>
feast-photo <box>561 1881 868 2109</box>
prisoner-photo <box>561 195 868 623</box>
quake-kicker: ΧΩΡΙΣ ΕΥΤΥΧΩΣ ΘΥΜΑΤΑ <box>11 826 171 840</box>
panic-headline: ΕΚΔΗΛΩΣΙΣ ΤΟΥ ΠΑΝΙΚΟΥ ΤΟΥ κ. ΚΑΡΑΜΑΝΛΗ ΑΠΟΤΕΛΕΙ Η ΔΙΑΓΡΑΦΗ ΤΟΥ κ. ΓΡΑΜΜΑΤΙΔΗ <box>1087 1547 1445 1601</box>
quake-subhead: ΧΙΛΙΑΔΕΣ ΚΑΤΟΙΚΩΝ ΕΠΑΝΙΚΟΒΛΗΘΗΣΑΝ <box>24 894 159 920</box>
quake-headline: ΣΕΙΣΜΙΚΗ ΔΟΝΗΣΙΣ ΜΕΤΡΙΑΣ ΕΝΤΑΣΕΩΣ ΕΙΣ ΤΗΝ ΚΑΛΑΒΡΙΑΝ <box>8 843 175 892</box>
verros-headline: Ο ΤΑΞΙΑΡΧΟΣ ΒΕΡΡΟΣ ΓΕΝ. ΔΙΕΥΘΥΝΤΗΣ Ε.Ρ.Ε. ΑΝΤΙ ΤΟΥ Κ. ΧΑΤΖΗΔΑΚΗ <box>381 4 545 63</box>
rome-strike-body: ΡΩΜΗ, 12. (Ασ. Πρές).— Ο κ. Μόρο, ανέλαβε το άνευ κοινοβουλευτικής αυτής πλειοψηφίας σχηματισμόν κυβερνήσεως. Οι κομμουνισταί κατήλθον εις απεργίαν εις ένδειξιν διαμαρτυρίας διότι απεκλείσθησαν της κυβερνήσεως. Ένα έχει αρχίσει και πρώτες ελληνικοί αποκλεισμοί των εργατών. <box>9 183 360 239</box>
sailor-headline: ΝΕΟΖΗΛΑΝΔΟΣ ΝΑΥΤΗΣ ΕΝΕΧΕΙΡΗΘΗ ΕΝ ΠΛΩ ΔΙΑΒΕΡΑΙΟΘΕΙΣ ΕΙΣ ΠΑΓΟΘΡΑΥΣΤΙΚΟΝ <box>876 992 1071 1056</box>
french-headline: Η ΓΑΛΛΙΚΗ ΒΟΥΛΗ ΕΝΕΚΡΙΝΕ ΤΟΝ ΠΡΟ-Υ·ΠΟΛΟΓΙΣΜΟΝ <box>378 1272 549 1321</box>
commission-headline: ΖΗΤΕΙΤΑΙ Η ΣΥΣΤΑΣΙΣ ΕΙΔΙΚΗΣ ΕΠΙΤΡΟΠΗΣ ΔΙΑ ΤΗΝ ΑΝΑΚΑΛΥΨΙΝ ΧΑΡΙΣΤΙΚΩΝ ΠΛΑΣΕΩΝ <box>16 1342 167 1438</box>
satellite-kicker: Εις εφαρμογήν ευρυτέρου προγράμματος <box>24 328 346 347</box>
armstrong-headline: Ο ΛΟΥ·Ι·Σ ΑΡΜΣΤΡΟΓΚ ΑΠΕΙΛΕΙ ΤΑ ΑΘΗΝΑ ΠΑΙΔΙΑ <box>373 1879 553 1928</box>
column-rule <box>367 0 369 2181</box>
croesus-headline: ΖΕΥΓΟΣ «ΚΡΟΙΣΩΝ» ΤΟΥ ΠΑΚΙΣΤΑΝ ΣΚΟΤΩΘΗΣΑΝ ΕΙΣ ΜΟΖΑΜΒΙΚΗΝ <box>876 1191 1071 1256</box>
column-rule <box>557 0 559 2181</box>
troops-headline: Μεγάλαι συγκεντρώσεις στρατευμάτων <box>1087 157 1444 181</box>
column-2: Ο ΤΑΞΙΑΡΧΟΣ ΒΕΡΡΟΣ ΓΕΝ. ΔΙΕΥΘΥΝΤΗΣ Ε.Ρ.Ε. ΑΝΤΙ ΤΟΥ Κ. ΧΑΤΖΗΔΑΚΗ Ο Κ. ΚΑΡΑΜΑΝΛΗΣ ΕΠΙΖΗΤΕΙ ΝΑ ΔΙΑΣΦΑΛΙΣΗ ΕΚΛΟΓΑΣ ΑΘΗΝΑΙ, 12.— Ανακοινώθη ότι της ΕΡΕ θα ο κ. Καραμανλής ανέθεσε την γενικήν διεύθυνσιν του κόμματος εις τον ταξίαρχον Βέρρον, ο οποίος είναι εκ των στενών συνεργατών του κ. Καραμανλή. ΑΘΗΝΑΙ, 12.— Κατά πληροφορίας εκ της πρωτευούσης αι συζητήσεις συνεχίζονται μεταξύ των ενδιαφερομένων παραγόντων, οι οποίοι εξετάζουν τα μέτρα διά την αντιμετώπισιν της καταστάσεως. Η κυβέρνησις ανακοινοί ότι θα ληφθούν αποφάσεις εντός των προσεχών ημερών, ενώ η αντιπολίτευσις ζητεί άμεσον ενημέρωσιν της Βουλής επί του θέματος. ΟΙ ΙΟΥΔΑΙΣΜΟΙ ΔΙΑ ΠΡΟΑΓΩΓΑΣ ΤΩΝ ΜΟΝΙΜΩΝ ΥΠΑΞΙΩΜΑΤΙΚΩΝ ΑΘΗΝΑΙ, 12.— Κατά πληροφορίας εκ της πρωτευούσης αι συζητήσεις συνεχίζονται μεταξύ των ενδιαφερομένων παραγόντων, οι οποίοι εξετάζουν τα μέτρα διά την αντιμετώπισιν της καταστάσεως. Η κυβέρνησις ανακοινοί ότι θα ληφθούν αποφάσεις εντός των προσεχών ημερών, ενώ η αντιπολίτευσις ζητεί άμεσον ενημέρωσιν της Βουλής επί του θέματος. ΟΙ ΚΑΘΟΛΙΚΟΙ ΠΑΤΕΡΕΣ ΑΛΛΗΛΟ-ΥΒΡΙΖΟΝΤΑΙ ΕΙΣ ΤΗΝ ΣΥΝΟΔΟΝ ΤΟΥ ΒΑΤΙΚΑΝΟΥ ΑΘΗΝΑΙ, 12.— Κατά πληροφορίας εκ της πρωτευούσης αι συζητήσεις συνεχίζονται μεταξύ των ενδιαφερομένων παραγόντων, οι οποίοι εξετάζουν τα μέτρα διά την αντιμετώπισιν της καταστάσεως. Η κυβέρνησις ανακοινοί ότι θα ληφθούν αποφάσεις εντός των προσεχών ημερών, ενώ η αντιπολίτευσις ζητεί άμεσον ενημέρωσιν της Βουλής επί του θέματος. ΜΑΘΗΤΗΣ ΕΦΟΝΕΥΘΗ ΑΠΟ «ΚΕΦΑΛΙΑΝ» ΜΠΑΛΛΑΣ ΠΟΔΟΣΦΑΙΡΟΥ ΑΘΗΝΑΙ, 12.— Κατά πληροφορίας εκ της πρωτευούσης αι συζητήσεις συνεχίζονται μεταξύ των ενδιαφερομένων παραγόντων, οι οποίοι εξετάζουν τα μέτρα διά την αντιμετώπισιν της καταστάσεως. Η κυβέρνησις ανακοινοί ότι θα ληφθούν αποφάσεις εντός των προσεχών ημερών, ενώ η αντιπολίτευσις ζητεί άμεσον ενημέρωσιν της Βουλής επί του θέματος. ΑΝΕΣΤΑΛΗ Η ΑΠΕΡΓΙΑ ΤΩΝ ΜΥΛΕΡΓΑΤΩΝ ΘΕΣΣΑΛΟΝΙΚΗΣ ΑΘΗΝΑΙ, 12.— Κατά πληροφορίας εκ της πρωτευούσης αι συζητήσεις συνεχίζονται μεταξύ των ενδιαφερομένων παραγόντων, οι οποίοι εξετάζουν τα μέτρα διά την αντιμετώπισιν της καταστάσεως. Η κυβέρνησις ανακοινοί ότι θα ληφθούν αποφάσεις εντός των προσεχών ημερών, ενώ η αντιπολίτευσις ζητεί άμεσον ενημέρωσιν της Βουλής επί του θέματος. Η ΓΑΛΛΙΚΗ ΒΟΥΛΗ ΕΝΕΚΡΙΝΕ ΤΟΝ ΠΡΟ-Υ·ΠΟΛΟΓΙΣΜΟΝ ΑΘΗΝΑΙ, 12.— Κατά πληροφορίας εκ της πρωτευούσης αι συζητήσεις συνεχίζονται μεταξύ των ενδιαφερομένων παραγόντων, οι οποίοι εξετάζουν τα μέτρα διά την αντιμετώπισιν της καταστάσεως. Η κυβέρνησις ανακοινοί ότι θα ληφθούν αποφάσεις εντός των προσεχών ημερών, ενώ η αντιπολίτευσις ζητεί άμεσον ενημέρωσιν της Βουλής επί του θέματος. «ΠΛΟΥΤΟ» ΑΘΗΝΑΙ, 12.— Κατά πληροφορίας εκ της πρωτευούσης αι συζητήσεις συνεχίζονται μεταξύ των ενδιαφερομένων παραγόντων, οι οποίοι εξετάζουν τα μέτρα διά την αντιμετώπισιν της καταστάσεως. Η κυβέρνησις ανακοινοί ότι θα ληφθούν αποφάσεις εντός των προσεχών ημερών, ενώ η αντιπολίτευσις ζητεί άμεσον ενημέρωσιν της Βουλής επί του θέματος. ΑΠΗΡΧΙΣΑΝ ΟΙ ΟΥ·ΟΥΝΙΟΙ ΕΙΣ ΤΗΝ ΟΥ·ΓΓΑΡΙΑΝ ΑΘΗΝΑΙ, 12.— Κατά πληροφορίας εκ της πρωτευούσης αι συζητήσεις συνεχίζονται μεταξύ των ενδιαφερομένων παραγόντων, οι οποίοι εξετάζουν τα μέτρα διά την αντιμετώπισιν της καταστάσεως. Η κυβέρνησις ανακοινοί ότι θα ληφθούν αποφάσεις εντός των προσεχών ημερών, ενώ η αντιπολίτευσις ζητεί άμεσον ενημέρωσιν της Βουλής επί του θέματος. Ο ΛΟΥ·Ι·Σ ΑΡΜΣΤΡΟΓΚ ΑΠΕΙΛΕΙ ΤΑ ΑΘΗΝΑ ΠΑΙΔΙΑ ΑΘΗΝΑΙ, 12.— Κατά πληροφορίας εκ της πρωτευούσης αι συζητήσεις συνεχίζονται μεταξύ των ενδιαφερομένων παραγόντων, οι οποίοι εξετάζουν τα μέτρα διά την αντιμετώπισιν της καταστάσεως. Η κυβέρνησις ανακοινοί ότι θα ληφθούν αποφάσεις εντός των προσεχών ημερών, ενώ η αντιπολίτευσις ζητεί άμεσον ενημέρωσιν της Βουλής επί του θέματος. ΣΟΒΑΡΑ ΚΡΙΣΙΣ ΑΠΕΙΛΕΙ ΤΟ Κ.Κ. ΤΗΣ ΜΕΓ. ΒΡΕΤΑΝΝΙΑΣ ΑΘΗΝΑΙ, 12.— Κατά πληροφορίας εκ της πρωτευούσης αι συζητήσεις συνεχίζονται μεταξύ των ενδιαφερομένων παραγόντων, οι οποίοι εξετάζουν τα μέτρα διά την αντιμετώπισιν της καταστάσεως. Η κυβέρνησις ανακοινοί ότι θα ληφθούν αποφάσεις εντός των προσεχών ημερών, ενώ η αντιπολίτευσις ζητεί άμεσον ενημέρωσιν της Βουλής επί του θέματος. Ο ΣΤΡΑΤΗΓΟΣ ΑΝΤΑΜΣ ΕΙΣ ΤΟ ΝΕΟΝ ΔΕΛΧΙ ΑΘΗΝΑΙ, 12.— Κατά πληροφορίας εκ της πρωτευούσης αι συζητήσεις συνεχίζονται μεταξύ των ενδιαφερομένων παραγόντων, οι οποίοι εξετάζουν τα μέτρα διά την αντιμετώπισιν της καταστάσεως. Η κυβέρνησις ανακοινοί ότι θα ληφθούν αποφάσεις εντός των προσεχών ημερών, ενώ η αντιπολίτευσις ζητεί άμεσον ενημέρωσιν της Βουλής επί του θέματος. <box>373 4 553 2515</box>
capital-subhead-2: ΕΡΓΟΣΤΑΣΙΟΝ ΠΑΡΑΓΩΓΗΣ ΧΗΜΙΚΩΝ ΠΡΟ·Ι·ΟΝΤΩΝ <box>1081 686 1451 725</box>
column-rule <box>872 0 874 2181</box>
sa-subhead: ΠΡΟΕΚΛΗΘΗ ΣΥΖΗΤΗΣΙΣ ΕΙΣ ΤΟΝ Ο.Η.Ε.— ΑΙ ΗΝΩΜΕΝΑΙ ΠΟΛΙΤΕΙΑΙ ΑΠΕΦΥΓΟΝ ΠΑΝ ΣΧΟΛΙΟΝ.— ΔΙΑΨΕΥΔΕΙ Η ΠΡΑΙΤΟΡΙΑ. <box>562 1382 867 1441</box>
congrats-headline: ΣΥΓΧΑΡΗΤΗΡΙΑ ΤΗΛΕΓΡΑΦΗΜΑΤΑ ΠΡΟΣ ΤΗΝ ΚΥΒΕΡΝΗΣΙΝ <box>23 2388 347 2421</box>
brunei-headline: ΟΙ ΚΟΜΜΟΥΝΙΣΤΑΙ ΔΙΕΙΣΔΥΟΥΝ ΕΙΣ ΜΠΟΥΡΝΕ·Ι <box>896 1391 1051 1440</box>
nationalizations-headline: ΝΕΑΙ ΕΘΝΙΚΟΠΟΙΗΣΕΙΣ ΕΤΑΙΡΕΙΩΝ ΕΙΣ ΗΝΩΜΕΝΑΣ <box>878 1759 1069 1807</box>
prisoner-headline: Κατάδικος έζησεν επί 64 έτη λησμονημένος εις την φυλακήν <box>569 23 861 110</box>
column-5: Ως ανεκοινώθη εις το Ραμπάτ «Διεθνής ταξιαρχία» δρα εις την Αλγερίαν ΥΠΗΡΕΤΟΥΝ ΑΙΓΥΠΤΙΟΙ, ΚΟΥΒΑΝΟΙ, ΒΟΥΛΓΑΡΟΙ ΚΑΙ ΚΙΝΕΖΟΙ ΣΤΡΑΤΙΩΤΑΙ.- ΕΙΝΑΙ ΕΓΓΥΣ ΤΩΝ ΜΑΡΟΚΙΝΩΝ ΣΥΝΟΡΩΝ Μεγάλαι συγκεντρώσεις στρατευμάτων ΑΘΗΝΑΙ, 12.— Κατά πληροφορίας εκ της πρωτευούσης αι συζητήσεις συνεχίζονται μεταξύ των ενδιαφερομένων παραγόντων, οι οποίοι εξετάζουν τα μέτρα διά την αντιμετώπισιν της καταστάσεως. Η κυβέρνησις ανακοινοί ότι θα ληφθούν αποφάσεις εντός των προσεχών ημερών, ενώ η αντιπολίτευσις ζητεί άμεσον ενημέρωσιν της Βουλής επί του θέματος. ΑΘΗΝΑΙ, 12.— Κατά πληροφορίας εκ της πρωτευούσης αι συζητήσεις συνεχίζονται μεταξύ των ενδιαφερομένων παραγόντων, οι οποίοι εξετάζουν τα μέτρα διά την αντιμετώπισιν της καταστάσεως. Η κυβέρνησις ανακοινοί ότι θα ληφθούν αποφάσεις εντός των προσεχών ημερών, ενώ η αντιπολίτευσις ζητεί άμεσον ενημέρωσιν της Βουλής επί του θέματος. ΑΓΝΩΣΤΟΝ ΦΟΡΤΙΟΝ ΑΘΗΝΑΙ, 12.— Κατά πληροφορίας εκ της πρωτευούσης αι συζητήσεις συνεχίζονται μεταξύ των ενδιαφερομένων παραγόντων, οι οποίοι εξετάζουν τα μέτρα διά την αντιμετώπισιν της καταστάσεως. Η κυβέρνησις ανακοινοί ότι θα ληφθούν αποφάσεις εντός των προσεχών ημερών, ενώ η αντιπολίτευσις ζητεί άμεσον ενημέρωσιν της Βουλής επί του θέματος. ΝΕΑ ΣΤΡΑΤΕΥΜΑΤΑ ΑΘΗΝΑΙ, 12.— Κατά πληροφορίας εκ της πρωτευούσης αι συζητήσεις συνεχίζονται μεταξύ των ενδιαφερομένων παραγόντων, οι οποίοι εξετάζουν τα μέτρα διά την αντιμετώπισιν της καταστάσεως. Η κυβέρνησις ανακοινοί ότι θα ληφθούν αποφάσεις εντός των προσεχών ημερών, ενώ η αντιπολίτευσις ζητεί άμεσον ενημέρωσιν της Βουλής επί του θέματος. Υπό της επιτροπής προσελκύσεως κεφαλαίων Ενεκρίθη η εισαγωγή 1.200.000 δολλαρίων διά δύο βιομηχανίας της Θεσσαλονίκης ΑΓΓΛΙΚΗ ΕΤΑΙΡΕΙΑ ΘΑ ΙΔΡΥΣΗ ΕΙΣ ΤΟ ΛΑΥΡΙΟΝ ΕΡΓΟΣΤΑΣΙΟΝ ΠΑΡΑΓΩΓΗΣ ΧΗΜΙΚΩΝ ΠΡΟ·Ι·ΟΝΤΩΝ ΑΘΗΝΑΙ, 12.— Κατά πληροφορίας εκ της πρωτευούσης αι συζητήσεις συνεχίζονται μεταξύ των ενδιαφερομένων παραγόντων, οι οποίοι εξετάζουν τα μέτρα διά την αντιμετώπισιν της καταστάσεως. Η κυβέρνησις ανακοινοί ότι θα ληφθούν αποφάσεις εντός των προσεχών ημερών, ενώ η αντιπολίτευσις ζητεί άμεσον ενημέρωσιν της Βουλής επί του θέματος. ΑΘΗΝΑΙ, 12.— Κατά πληροφορίας εκ της πρωτευούσης αι συζητήσεις συνεχίζονται μεταξύ των ενδιαφερομένων παραγόντων, οι οποίοι εξετάζουν τα μέτρα διά την αντιμετώπισιν της καταστάσεως. Η κυβέρνησις ανακοινοί ότι θα ληφθούν αποφάσεις εντός των προσεχών ημερών, ενώ η αντιπολίτευσις ζητεί άμεσον ενημέρωσιν της Βουλής επί του θέματος. ΑΘΗΝΑΙ, 12.— Κατά πληροφορίας εκ της πρωτευούσης αι συζητήσεις συνεχίζονται μεταξύ των ενδιαφερομένων παραγόντων, οι οποίοι εξετάζουν τα μέτρα διά την αντιμετώπισιν της καταστάσεως. Η κυβέρνησις ανακοινοί ότι θα ληφθούν αποφάσεις εντός των προσεχών ημερών, ενώ η αντιπολίτευσις ζητεί άμεσον ενημέρωσιν της Βουλής επί του θέματος. ΑΘΗΝΑΙ, 12.— Κατά πληροφορίας εκ της πρωτευούσης αι συζητήσεις συνεχίζονται μεταξύ των ενδιαφερομένων παραγόντων, οι οποίοι εξετάζουν τα μέτρα διά την αντιμετώπισιν της καταστάσεως. Η κυβέρνησις ανακοινοί ότι θα ληφθούν αποφάσεις εντός των προσεχών ημερών, ενώ η αντιπολίτευσις ζητεί άμεσον ενημέρωσιν της Βουλής επί του θέματος. ΑΛΛΑΙ ΕΓΚΡΙΣΕΙΣ ΑΘΗΝΑΙ, 12.— Κατά πληροφορίας εκ της πρωτευούσης αι συζητήσεις συνεχίζονται μεταξύ των ενδιαφερομένων παραγόντων, οι οποίοι εξετάζουν τα μέτρα διά την αντιμετώπισιν της καταστάσεως. Η κυβέρνησις ανακοινοί ότι θα ληφθούν αποφάσεις εντός των προσεχών ημερών, ενώ η αντιπολίτευσις ζητεί άμεσον ενημέρωσιν της Βουλής επί του θέματος. ΔΙΑ ΤΗΝ ΘΕΣΣΑΛΟΝΙΚΗΝ ΕΝ ΜΕΣΩ ΘΡΑΥΣΜΑΤΩΝ ΥΑΛΟΥ Κουδανός εύρεθη κατακρεουργημένος εις το διαμέρισμα του εις την Γενεύην ΗΤΟ ΒΙΒΛΙΟΘΗΚΑΡΙΟΣ ΕΙΣ ΤΟ ΔΙΕΘΝΕΣ ΓΡΑΦΕΙΟΝ ΕΡΓΑΣΙΑΣ.— ΑΓΝΩΣΤΟΝ ΕΑΝ ΠΡΟΚΕΙΤΑΙ ΠΕΡΙ ΠΟΛΙΤΙΚΗΣ ΔΟΛΟΦΟΝΙΑΣ ΑΘΗΝΑΙ, 12.— Κατά πληροφορίας εκ της πρωτευούσης αι συζητήσεις συνεχίζονται μεταξύ των ενδιαφερομένων παραγόντων, οι οποίοι εξετάζουν τα μέτρα διά την αντιμετώπισιν της καταστάσεως. Η κυβέρνησις ανακοινοί ότι θα ληφθούν αποφάσεις εντός των προσεχών ημερών, ενώ η αντιπολίτευσις ζητεί άμεσον ενημέρωσιν της Βουλής επί του θέματος. ΑΘΗΝΑΙ, 12.— Κατά πληροφορίας εκ της πρωτευούσης αι συζητήσεις συνεχίζονται μεταξύ των ενδιαφερομένων παραγόντων, οι οποίοι εξετάζουν τα μέτρα διά την αντιμετώπισιν της καταστάσεως. Η κυβέρνησις ανακοινοί ότι θα ληφθούν αποφάσεις εντός των προσεχών ημερών, ενώ η αντιπολίτευσις ζητεί άμεσον ενημέρωσιν της Βουλής επί του θέματος. ΕΚΔΗΛΩΣΙΣ ΤΟΥ ΠΑΝΙΚΟΥ ΤΟΥ κ. ΚΑΡΑΜΑΝΛΗ ΑΠΟΤΕΛΕΙ Η ΔΙΑΓΡΑΦΗ ΤΟΥ κ. ΓΡΑΜΜΑΤΙΔΗ ΚΑΙ ΟΙ ΒΟΥΛΕΥΤΑΙ ΚΡΗΤΗΣ Θ' ΑΠΟΣΚΙΡΤΗΣΟΥΝ ΣΥΝΕΧΕΙΑ ΑΘΗΝΑΙ, 12.— Κατά πληροφορίας εκ της πρωτευούσης αι συζητήσεις συνεχίζονται μεταξύ των ενδιαφερομένων παραγόντων, οι οποίοι εξετάζουν τα μέτρα διά την αντιμετώπισιν της καταστάσεως. Η κυβέρνησις ανακοινοί ότι θα ληφθούν αποφάσεις εντός των προσεχών ημερών, ενώ η αντιπολίτευσις ζητεί άμεσον ενημέρωσιν της Βουλής επί του θέματος. ΑΘΗΝΑΙ, 12.— Κατά πληροφορίας εκ της πρωτευούσης αι συζητήσεις συνεχίζονται μεταξύ των ενδιαφερομένων παραγόντων, οι οποίοι εξετάζουν τα μέτρα διά την αντιμετώπισιν της καταστάσεως. Η κυβέρνησις ανακοινοί ότι θα ληφθούν αποφάσεις εντός των προσεχών ημερών, ενώ η αντιπολίτευσις ζητεί άμεσον ενημέρωσιν της Βουλής επί του θέματος. ΑΘΗΝΑΙ, 12.— Κατά πληροφορίας εκ της πρωτευούσης αι συζητήσεις συνεχίζονται μεταξύ των ενδιαφερομένων παραγόντων, οι οποίοι εξετάζουν τα μέτρα διά την αντιμετώπισιν της καταστάσεως. Η κυβέρνησις ανακοινοί ότι θα ληφθούν αποφάσεις εντός των προσεχών ημερών, ενώ η αντιπολίτευσις ζητεί άμεσον ενημέρωσιν της Βουλής επί του θέματος. ΑΘΗΝΑΙ, 12.— Κατά πληροφορίας εκ της πρωτευούσης αι συζητήσεις συνεχίζονται μεταξύ των ενδιαφερομένων παραγόντων, οι οποίοι εξετάζουν τα μέτρα διά την αντιμετώπισιν της καταστάσεως. Η κυβέρνησις ανακοινοί ότι θα ληφθούν αποφάσεις εντός των προσεχών ημερών, ενώ η αντιπολίτευσις ζητεί άμεσον ενημέρωσιν της Βουλής επί του θέματος. ΚΑΙ ΤΟ ΓΡΑΦΕΙΟΝ ΤΟΥ Κ. ΚΕΦΑΛΟΓΙΑΝΝΗ ΑΘΗΝΑΙ, 12.— Κατά πληροφορίας εκ της πρωτευούσης αι συζητήσεις συνεχίζονται μεταξύ των ενδιαφερομένων παραγόντων, οι οποίοι εξετάζουν τα μέτρα διά την αντιμετώπισιν της καταστάσεως. Η κυβέρνησις ανακοινοί ότι θα ληφθούν αποφάσεις εντός των προσεχών ημερών, ενώ η αντιπολίτευσις ζητεί άμεσον ενημέρωσιν της Βουλής επί του θέματος. ΑΘΗΝΑΙ, 12.— Κατά πληροφορίας εκ της πρωτευούσης αι συζητήσεις συνεχίζονται μεταξύ των ενδιαφερομένων παραγόντων, οι οποίοι εξετάζουν τα μέτρα διά την αντιμετώπισιν της καταστάσεως. Η κυβέρνησις ανακοινοί ότι θα ληφθούν αποφάσεις εντός των προσεχών ημερών, ενώ η αντιπολίτευσις ζητεί άμεσον ενημέρωσιν της Βουλής επί του θέματος. <box>1081 0 1451 2181</box>
labor-minister-headline: Ο ΥΠΟΥΡΓΟΣ ΕΡΓΑΣΙΑΣ ΕΔΩΣΕΝ ΕΝΤΟΛΗΝ ΑΜΕΣΟΥ ΕΦΑΡΜΟΓΗΣ ΔΙΑΙΤΗΤΙΚΗΣ ΑΠΟΦΑΣΕΩΣ <box>881 3 1067 82</box>
economy-headline: Η ΟΙΚΟΝΟΜΙΑ <box>126 2218 243 2235</box>
geneva-headline: Κουδανός εύρεθη κατακρεουργημένος εις το διαμέρισμα του εις την Γενεύην <box>1110 1241 1421 1319</box>
thessaloniki-headline: ΔΙΑ ΤΗΝ ΘΕΣΣΑΛΟΝΙΚΗΝ <box>1277 1070 1441 1084</box>
judaism-headline: ΟΙ ΙΟΥΔΑΙΣΜΟΙ ΔΙΑ ΠΡΟΑΓΩΓΑΣ ΤΩΝ ΜΟΝΙΜΩΝ ΥΠΑΞΙΩΜΑΤΙΚΩΝ <box>386 342 541 407</box>
catholic-headline: ΟΙ ΚΑΘΟΛΙΚΟΙ ΠΑΤΕΡΕΣ ΑΛΛΗΛΟ-ΥΒΡΙΖΟΝΤΑΙ ΕΙΣ ΤΗΝ ΣΥΝΟΔΟΝ ΤΟΥ ΒΑΤΙΚΑΝΟΥ <box>378 571 549 651</box>
